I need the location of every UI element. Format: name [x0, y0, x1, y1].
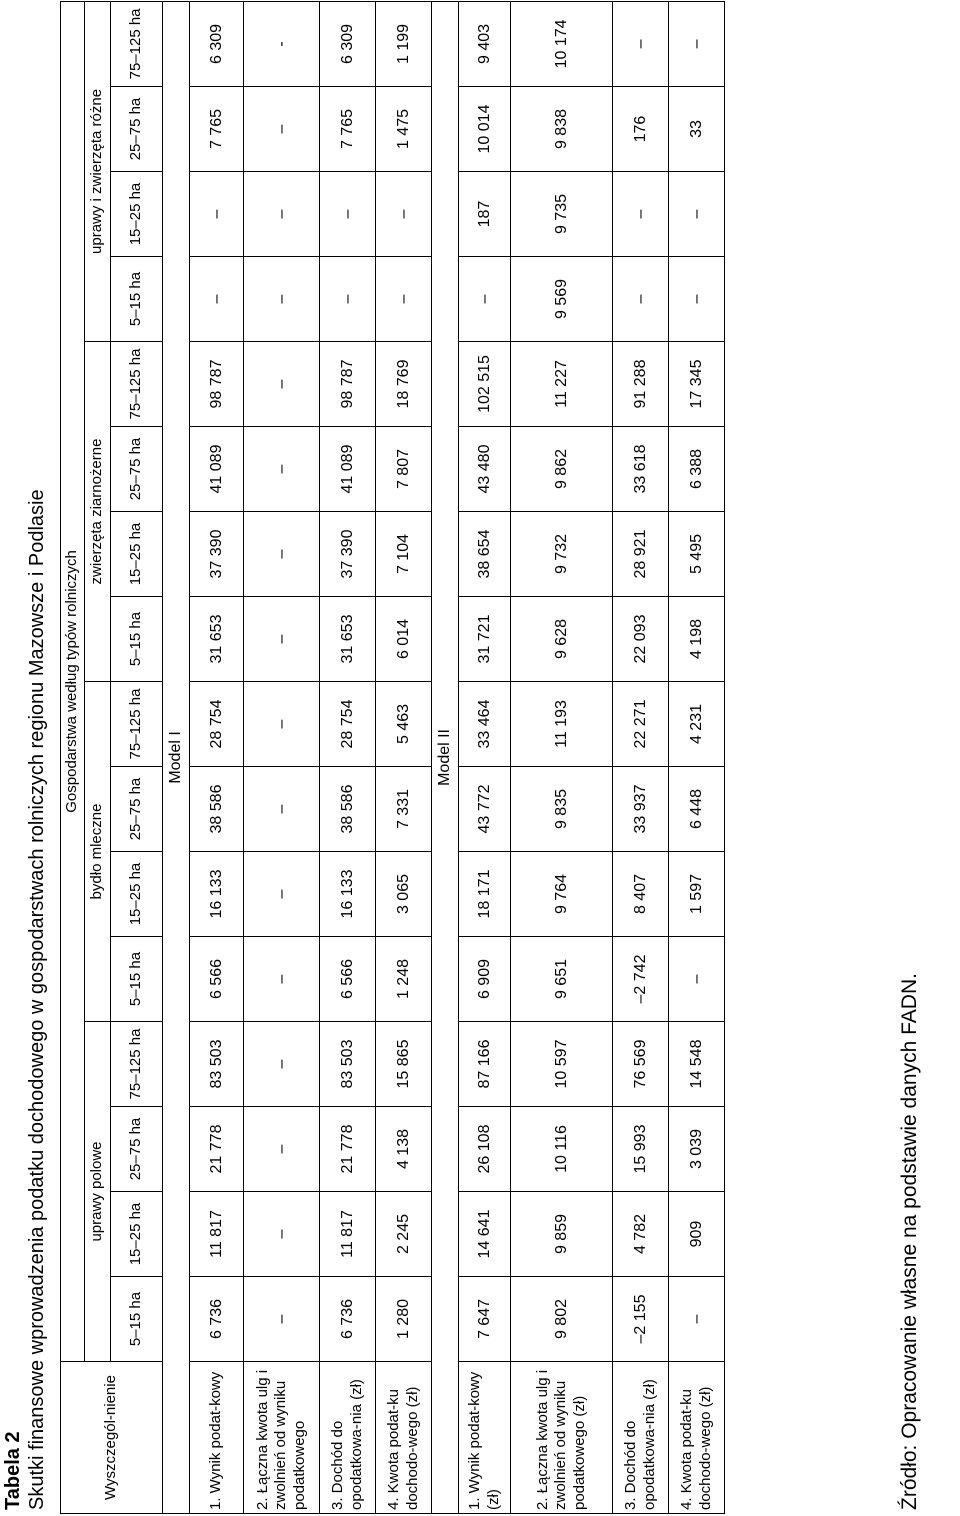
- table-cell: –: [459, 257, 511, 342]
- size-class-header: 15–25 ha: [111, 852, 163, 937]
- size-class-header: 15–25 ha: [111, 1192, 163, 1277]
- size-class-header: 15–25 ha: [111, 512, 163, 597]
- table-cell: 4 198: [669, 597, 725, 682]
- farm-type-header: uprawy polowe: [85, 1022, 111, 1362]
- table-cell: 3 065: [376, 852, 432, 937]
- table-cell: 10 174: [511, 1, 613, 86]
- table-row: [669, 1, 725, 1513]
- table-cell: 21 778: [320, 1107, 376, 1192]
- table-cell: 102 515: [459, 342, 511, 427]
- table-cell: 1 248: [376, 937, 432, 1022]
- table-cell: 38 586: [320, 767, 376, 852]
- table-cell: –: [669, 937, 725, 1022]
- table-cell: 33: [669, 87, 725, 172]
- size-class-header: 75–125 ha: [111, 1022, 163, 1107]
- table-cell: 9 802: [511, 1277, 613, 1362]
- table-cell: 187: [459, 172, 511, 257]
- table-cell: 9 735: [511, 172, 613, 257]
- table-cell: 4 782: [613, 1192, 669, 1277]
- table-cell: 6 309: [190, 1, 244, 86]
- size-class-header: 5–15 ha: [111, 937, 163, 1022]
- table-cell: –: [244, 172, 320, 257]
- table-cell: 17 345: [669, 342, 725, 427]
- table-cell: –: [244, 427, 320, 512]
- farm-type-header: uprawy i zwierzęta różne: [85, 1, 111, 341]
- size-class-header: 75–125 ha: [111, 1, 163, 86]
- table-cell: 98 787: [190, 342, 244, 427]
- table-cell: –: [244, 512, 320, 597]
- table-row: [376, 1, 432, 1513]
- table-cell: –: [190, 172, 244, 257]
- table-cell: –: [244, 1277, 320, 1362]
- table-cell: 6 566: [320, 937, 376, 1022]
- farm-types-group-header: Gospodarstwa według typów rolniczych: [61, 1, 85, 1361]
- size-class-header: 5–15 ha: [111, 257, 163, 342]
- model-band: Model II: [432, 1, 459, 1513]
- table-cell: 4 231: [669, 682, 725, 767]
- table-cell: 9 862: [511, 427, 613, 512]
- table-cell: 31 721: [459, 597, 511, 682]
- table-cell: –: [613, 257, 669, 342]
- table-cell: 16 133: [320, 852, 376, 937]
- source-note: Źródło: Opracowanie własne na podstawie danych FADN.: [898, 973, 921, 1510]
- table-cell: 43 480: [459, 427, 511, 512]
- size-class-header: 5–15 ha: [111, 1277, 163, 1362]
- row-label-header: Wyszczegól-nienie: [61, 1362, 163, 1514]
- table-cell: 14 548: [669, 1022, 725, 1107]
- row-label: 4. Kwota podat-ku dochodo-wego (zł): [669, 1362, 725, 1514]
- table-cell: –: [376, 257, 432, 342]
- table-cell: 9 764: [511, 852, 613, 937]
- table-cell: 7 104: [376, 512, 432, 597]
- table-cell: 9 651: [511, 937, 613, 1022]
- table-cell: 41 089: [190, 427, 244, 512]
- table-cell: 1 280: [376, 1277, 432, 1362]
- table-cell: 43 772: [459, 767, 511, 852]
- table-row: [244, 1, 320, 1513]
- row-label: 1. Wynik podat-kowy (zł): [459, 1362, 511, 1514]
- table-cell: 6 014: [376, 597, 432, 682]
- table-cell: 7 765: [320, 87, 376, 172]
- table-cell: 33 464: [459, 682, 511, 767]
- table-cell: 18 769: [376, 342, 432, 427]
- table-cell: 2 245: [376, 1192, 432, 1277]
- size-class-header: 25–75 ha: [111, 767, 163, 852]
- table-cell: 1 597: [669, 852, 725, 937]
- table-cell: 15 865: [376, 1022, 432, 1107]
- table-cell: 6 909: [459, 937, 511, 1022]
- table-cell: 1 475: [376, 87, 432, 172]
- table-cell: 22 271: [613, 682, 669, 767]
- table-cell: –: [669, 1277, 725, 1362]
- table-cell: 5 495: [669, 512, 725, 597]
- table-row: [511, 1, 613, 1513]
- table-cell: 7 765: [190, 87, 244, 172]
- row-label: 4. Kwota podat-ku dochodo-wego (zł): [376, 1362, 432, 1514]
- table-cell: 33 618: [613, 427, 669, 512]
- table-cell: 38 586: [190, 767, 244, 852]
- table-title: Skutki finansowe wprowadzenia podatku dochodowego w gospodarstwach rolniczych regionu Mazowsze i Podlasie: [26, 489, 48, 1510]
- table-cell: 7 331: [376, 767, 432, 852]
- model-band: Model I: [163, 1, 190, 1513]
- table-cell: –: [613, 172, 669, 257]
- size-class-header: 25–75 ha: [111, 1107, 163, 1192]
- row-label: 3. Dochód do opodatkowa-nia (zł): [320, 1362, 376, 1514]
- table-cell: –: [244, 597, 320, 682]
- table-cell: 6 309: [320, 1, 376, 86]
- table-cell: 1 199: [376, 1, 432, 86]
- row-label: 3. Dochód do opodatkowa-nia (zł): [613, 1362, 669, 1514]
- table-row: [613, 1, 669, 1513]
- table-row: [190, 1, 244, 1513]
- table-cell: 9 732: [511, 512, 613, 597]
- row-label: 1. Wynik podat-kowy: [190, 1362, 244, 1514]
- table-cell: –2 742: [613, 937, 669, 1022]
- table-cell: –: [190, 257, 244, 342]
- table-cell: 31 653: [320, 597, 376, 682]
- table-cell: 15 993: [613, 1107, 669, 1192]
- size-class-header: 75–125 ha: [111, 342, 163, 427]
- table-cell: 33 937: [613, 767, 669, 852]
- table-cell: –: [244, 87, 320, 172]
- table-cell: –: [320, 172, 376, 257]
- table-cell: 98 787: [320, 342, 376, 427]
- table-cell: –: [244, 682, 320, 767]
- size-class-header: 5–15 ha: [111, 597, 163, 682]
- table-cell: –: [244, 1107, 320, 1192]
- table-cell: 176: [613, 87, 669, 172]
- table-cell: –: [669, 257, 725, 342]
- table-cell: 9 403: [459, 1, 511, 86]
- table-cell: 21 778: [190, 1107, 244, 1192]
- table-cell: 28 921: [613, 512, 669, 597]
- table-cell: 87 166: [459, 1022, 511, 1107]
- table-cell: 11 817: [190, 1192, 244, 1277]
- table-cell: 22 093: [613, 597, 669, 682]
- table-cell: 91 288: [613, 342, 669, 427]
- table-cell: –: [244, 767, 320, 852]
- table-cell: 9 838: [511, 87, 613, 172]
- table-cell: 83 503: [190, 1022, 244, 1107]
- table-cell: 9 859: [511, 1192, 613, 1277]
- table-cell: 11 227: [511, 342, 613, 427]
- table-row: [459, 1, 511, 1513]
- table-cell: 9 569: [511, 257, 613, 342]
- table-cell: 38 654: [459, 512, 511, 597]
- table-cell: 83 503: [320, 1022, 376, 1107]
- table-cell: –2 155: [613, 1277, 669, 1362]
- table-cell: –: [244, 937, 320, 1022]
- table-cell: 6 448: [669, 767, 725, 852]
- table-cell: 9 628: [511, 597, 613, 682]
- table-cell: 6 388: [669, 427, 725, 512]
- table-cell: -: [244, 1, 320, 86]
- table-cell: 9 835: [511, 767, 613, 852]
- row-label: 2. Łączna kwota ulg i zwolnień od wyniku podatkowego (zł): [511, 1362, 613, 1514]
- table-cell: 37 390: [320, 512, 376, 597]
- table-cell: 6 736: [190, 1277, 244, 1362]
- table-cell: –: [244, 1192, 320, 1277]
- table-cell: 16 133: [190, 852, 244, 937]
- table-cell: –: [244, 852, 320, 937]
- table-cell: 8 407: [613, 852, 669, 937]
- table-cell: 6 566: [190, 937, 244, 1022]
- table-cell: –: [244, 342, 320, 427]
- size-class-header: 75–125 ha: [111, 682, 163, 767]
- table-cell: 6 736: [320, 1277, 376, 1362]
- table-cell: 11 193: [511, 682, 613, 767]
- size-class-header: 25–75 ha: [111, 87, 163, 172]
- table-cell: –: [244, 1022, 320, 1107]
- table-cell: 11 817: [320, 1192, 376, 1277]
- farm-type-header: bydło mleczne: [85, 682, 111, 1022]
- table-cell: 909: [669, 1192, 725, 1277]
- table-cell: 28 754: [320, 682, 376, 767]
- table-cell: –: [320, 257, 376, 342]
- size-class-header: 15–25 ha: [111, 172, 163, 257]
- size-class-header: 25–75 ha: [111, 427, 163, 512]
- table-cell: 26 108: [459, 1107, 511, 1192]
- table-cell: 14 641: [459, 1192, 511, 1277]
- table-cell: 37 390: [190, 512, 244, 597]
- table-cell: 10 597: [511, 1022, 613, 1107]
- table-cell: –: [669, 172, 725, 257]
- table-cell: 31 653: [190, 597, 244, 682]
- table-cell: 76 569: [613, 1022, 669, 1107]
- table-cell: 28 754: [190, 682, 244, 767]
- row-label: 2. Łączna kwota ulg i zwolnień od wyniku podatkowego: [244, 1362, 320, 1514]
- table-cell: –: [244, 257, 320, 342]
- table-cell: 3 039: [669, 1107, 725, 1192]
- table-cell: 7 647: [459, 1277, 511, 1362]
- farm-type-header: zwierzęta ziarnożerne: [85, 342, 111, 682]
- table-cell: 4 138: [376, 1107, 432, 1192]
- table-cell: 10 014: [459, 87, 511, 172]
- table-cell: –: [376, 172, 432, 257]
- table-cell: –: [669, 1, 725, 86]
- table-number: Tabela 2: [2, 1431, 24, 1510]
- table-cell: 7 807: [376, 427, 432, 512]
- table-cell: –: [613, 1, 669, 86]
- tax-results-table: [60, 1, 725, 1514]
- table-row: [320, 1, 376, 1513]
- table-cell: 5 463: [376, 682, 432, 767]
- table-cell: 41 089: [320, 427, 376, 512]
- table-cell: 10 116: [511, 1107, 613, 1192]
- table-cell: 18 171: [459, 852, 511, 937]
